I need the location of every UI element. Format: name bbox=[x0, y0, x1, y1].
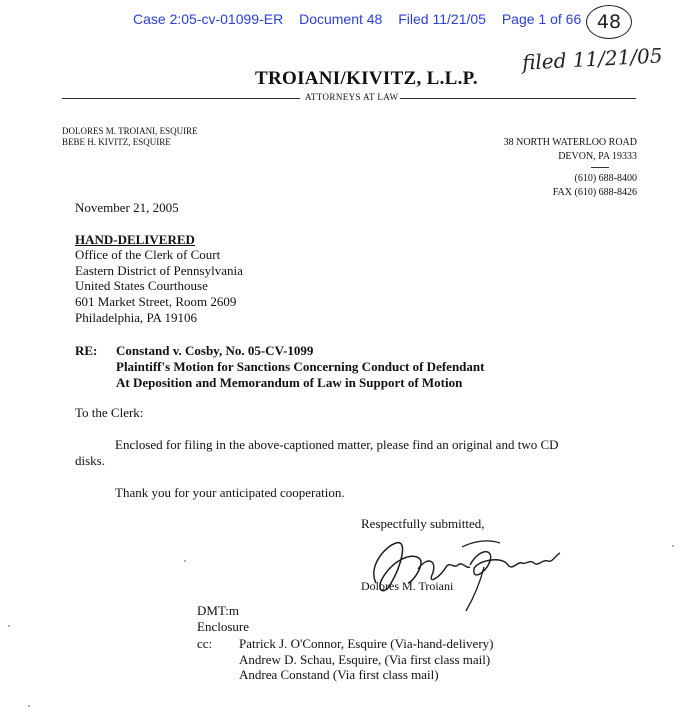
filed-date: Filed 11/21/05 bbox=[398, 11, 486, 27]
firm-name: TROIANI/KIVITZ, L.L.P. bbox=[255, 68, 478, 89]
recipient-line: Eastern District of Pennsylvania bbox=[75, 263, 243, 278]
handwritten-doc-number: 48 bbox=[586, 5, 632, 39]
scan-speck bbox=[28, 705, 30, 707]
signature-scribble bbox=[362, 525, 567, 617]
scan-speck bbox=[8, 625, 10, 627]
address-divider bbox=[591, 167, 609, 168]
typist-initials: DMT:m bbox=[197, 603, 239, 618]
body-paragraph: Thank you for your anticipated cooperation. bbox=[115, 485, 345, 500]
scan-speck bbox=[672, 545, 674, 547]
partner-name: DOLORES M. TROIANI, ESQUIRE bbox=[62, 126, 198, 136]
signer-name: Dolores M. Troiani bbox=[361, 579, 454, 593]
firm-address-street: 38 NORTH WATERLOO ROAD bbox=[503, 137, 637, 148]
handwritten-filed-note: filed 11/21/05 bbox=[521, 43, 664, 75]
letterhead-rule-right bbox=[400, 98, 636, 99]
case-number: Case 2:05-cv-01099-ER bbox=[133, 11, 284, 27]
closing: Respectfully submitted, bbox=[361, 516, 485, 531]
cc-recipient: Andrea Constand (Via first class mail) bbox=[239, 667, 439, 682]
delivery-method: HAND-DELIVERED bbox=[75, 232, 195, 247]
re-line: At Deposition and Memorandum of Law in Support of Motion bbox=[116, 375, 463, 390]
firm-fax: FAX (610) 688-8426 bbox=[552, 187, 637, 198]
salutation: To the Clerk: bbox=[75, 405, 144, 420]
cc-recipient: Patrick J. O'Connor, Esquire (Via-hand-delivery) bbox=[239, 636, 494, 651]
body-paragraph-continued: disks. bbox=[75, 453, 105, 468]
body-paragraph: Enclosed for filing in the above-captioned matter, please find an original and two CD bbox=[115, 437, 559, 452]
document-number: Document 48 bbox=[299, 11, 383, 27]
page-count: Page 1 of 66 bbox=[501, 11, 582, 27]
court-filing-stamp bbox=[133, 11, 581, 27]
partner-name: BEBE H. KIVITZ, ESQUIRE bbox=[62, 137, 171, 147]
cc-recipient: Andrew D. Schau, Esquire, (Via first class mail) bbox=[239, 652, 491, 667]
firm-phone: (610) 688-8400 bbox=[574, 173, 637, 184]
recipient-line: 601 Market Street, Room 2609 bbox=[75, 294, 237, 309]
re-line: Constand v. Cosby, No. 05-CV-1099 bbox=[116, 343, 314, 358]
cc-label: cc: bbox=[197, 636, 213, 651]
recipient-line: Philadelphia, PA 19106 bbox=[75, 310, 197, 325]
letter-date: November 21, 2005 bbox=[75, 200, 179, 215]
letterhead-rule-left bbox=[62, 98, 300, 99]
re-line: Plaintiff's Motion for Sanctions Concerning Conduct of Defendant bbox=[116, 359, 485, 374]
enclosure-note: Enclosure bbox=[197, 619, 249, 634]
firm-tagline: ATTORNEYS AT LAW bbox=[305, 92, 399, 102]
recipient-line: Office of the Clerk of Court bbox=[75, 247, 221, 262]
firm-address-city: DEVON, PA 19333 bbox=[558, 151, 637, 162]
re-label: RE: bbox=[75, 343, 98, 358]
recipient-line: United States Courthouse bbox=[75, 278, 208, 293]
scan-speck bbox=[184, 560, 186, 562]
